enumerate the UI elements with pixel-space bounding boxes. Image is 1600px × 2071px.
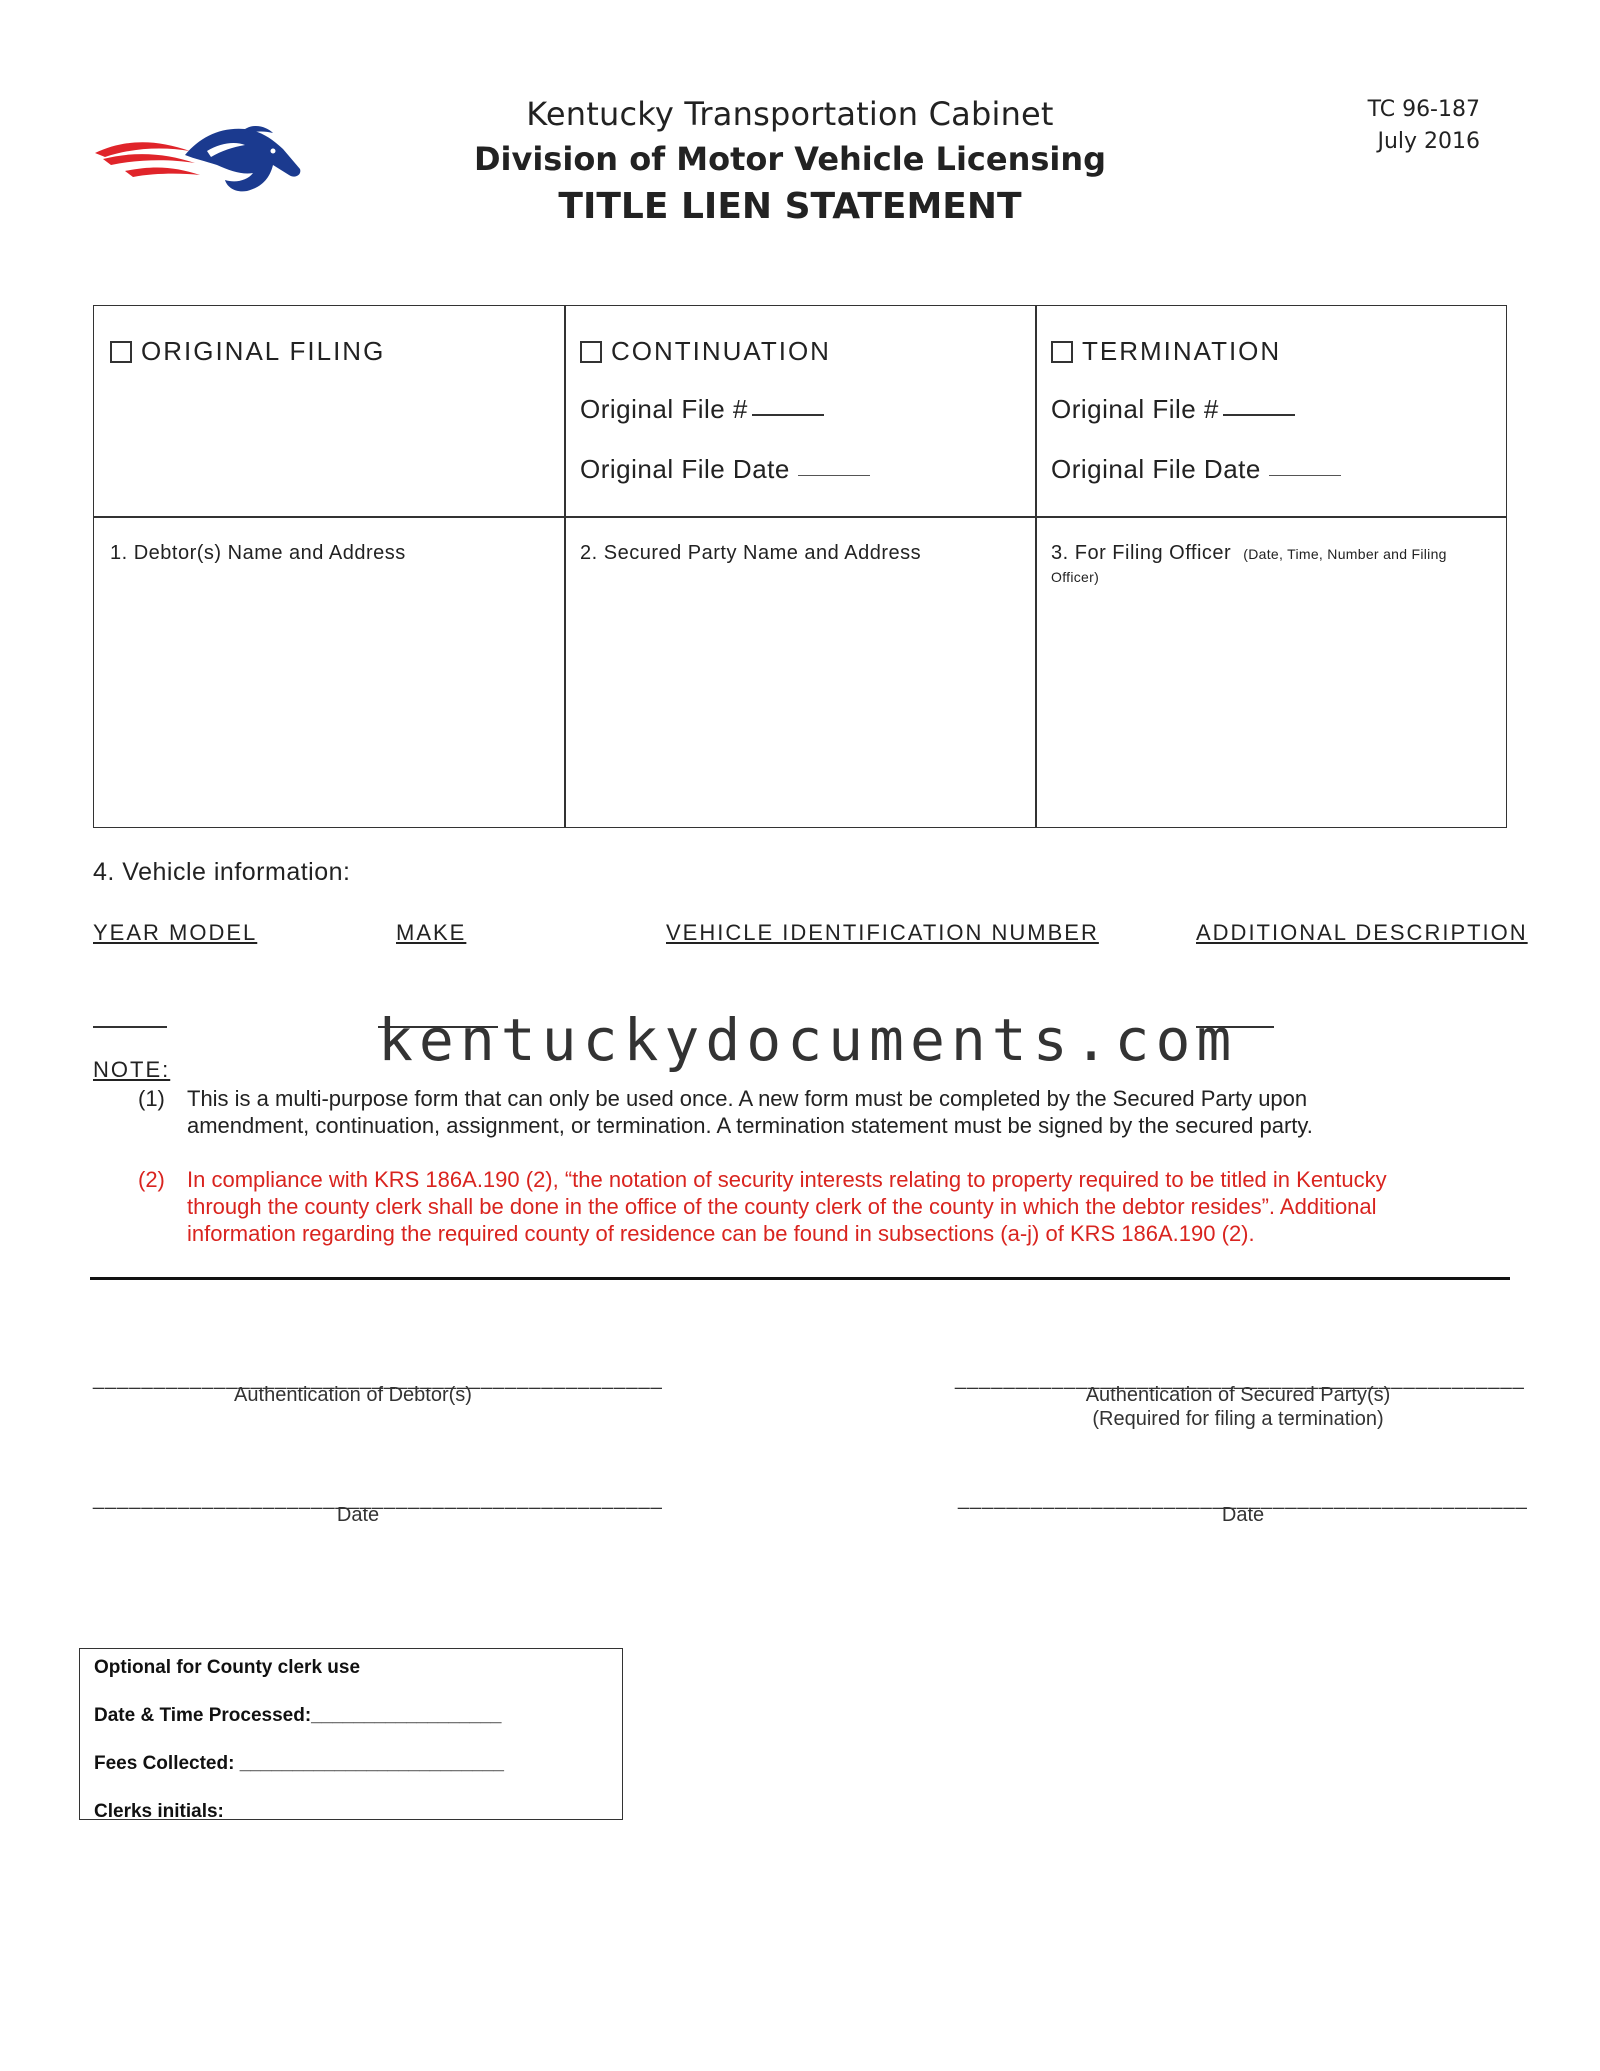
secured-auth-label: Authentication of Secured Party(s) [1085, 1384, 1391, 1406]
clerks-initials[interactable]: Clerks initials: [94, 1801, 224, 1822]
note-2-number: (2) [138, 1167, 165, 1192]
file-date-blank[interactable] [798, 474, 870, 476]
col-additional-description: ADDITIONAL DESCRIPTION [1196, 920, 1528, 945]
col-vin: VEHICLE IDENTIFICATION NUMBER [666, 920, 1099, 945]
form-date: July 2016 [1377, 129, 1480, 154]
note-2-line-3: information regarding the required county of residence can be found in subsections (a-j) of KRS 186A.190 (2). [187, 1221, 1255, 1246]
date-time-processed[interactable]: Date & Time Processed:__________________ [94, 1705, 502, 1726]
section-divider [90, 1277, 1510, 1280]
termination-label: TERMINATION [1082, 336, 1282, 366]
filing-officer-note: (Date, Time, Number and Filing Officer) [1051, 546, 1447, 585]
note-2-line-1: In compliance with KRS 186A.190 (2), “the notation of security interests relating to property required to be titled in Kentucky [187, 1167, 1387, 1192]
filing-officer-cell[interactable] [1051, 542, 1491, 588]
file-number-label: Original File # [1051, 394, 1219, 424]
termination-checkbox[interactable] [1051, 341, 1073, 363]
secured-signature-line[interactable]: _______________________________________________ [955, 1368, 1525, 1390]
continuation-option[interactable] [580, 336, 831, 367]
original-filing-label: ORIGINAL FILING [141, 336, 386, 366]
note-1-line-2: amendment, continuation, assignment, or termination. A termination statement must be signed by the secured party. [187, 1113, 1313, 1138]
debtor-name-address[interactable]: 1. Debtor(s) Name and Address [110, 542, 406, 564]
vehicle-info-heading: 4. Vehicle information: [93, 858, 351, 886]
file-number-blank[interactable] [752, 413, 824, 416]
col-make: MAKE [396, 920, 467, 945]
termination-file-date[interactable] [1051, 454, 1341, 485]
debtor-signature-line[interactable]: _______________________________________________ [93, 1368, 663, 1390]
continuation-label: CONTINUATION [611, 336, 831, 366]
note-label: NOTE: [93, 1057, 171, 1082]
county-clerk-box [79, 1648, 623, 1820]
continuation-checkbox[interactable] [580, 341, 602, 363]
secured-date-line[interactable]: _______________________________________________ [958, 1488, 1528, 1510]
file-date-blank[interactable] [1269, 474, 1341, 476]
debtor-auth-label: Authentication of Debtor(s) [234, 1384, 472, 1406]
termination-file-number[interactable] [1051, 394, 1295, 425]
watermark: kentuckydocuments.com [378, 1006, 1238, 1074]
original-filing-option[interactable] [110, 336, 385, 367]
secured-auth-note: (Required for filing a termination) [1092, 1408, 1384, 1430]
secured-party-name-address[interactable]: 2. Secured Party Name and Address [580, 542, 922, 564]
filing-officer-label: 3. For Filing Officer [1051, 542, 1232, 564]
agency-name: Kentucky Transportation Cabinet [526, 95, 1054, 133]
note-1-number: (1) [138, 1086, 165, 1111]
col-year-model: YEAR MODEL [93, 920, 258, 945]
form-number: TC 96-187 [1367, 97, 1480, 122]
fees-collected[interactable]: Fees Collected: _________________________ [94, 1753, 504, 1774]
secured-date-label: Date [1221, 1504, 1265, 1526]
termination-option[interactable] [1051, 336, 1281, 367]
original-filing-checkbox[interactable] [110, 341, 132, 363]
clerk-box-title: Optional for County clerk use [94, 1657, 361, 1678]
continuation-file-number[interactable] [580, 394, 824, 425]
note-1-line-1: This is a multi-purpose form that can only be used once. A new form must be completed by the Secured Party upon [187, 1086, 1308, 1111]
debtor-date-line[interactable]: _______________________________________________ [93, 1488, 663, 1510]
division-name: Division of Motor Vehicle Licensing [473, 140, 1107, 178]
year-model-blank[interactable] [93, 1026, 167, 1028]
note-2-line-2: through the county clerk shall be done in the office of the county clerk of the county in which the debtor resides”. Additional [187, 1194, 1377, 1219]
file-date-label: Original File Date [1051, 454, 1261, 484]
continuation-file-date[interactable] [580, 454, 870, 485]
file-number-label: Original File # [580, 394, 748, 424]
debtor-date-label: Date [336, 1504, 380, 1526]
file-date-label: Original File Date [580, 454, 790, 484]
horse-logo-icon [95, 125, 305, 195]
filing-grid [93, 305, 1507, 828]
file-number-blank[interactable] [1223, 413, 1295, 416]
page-title: TITLE LIEN STATEMENT [558, 186, 1022, 227]
